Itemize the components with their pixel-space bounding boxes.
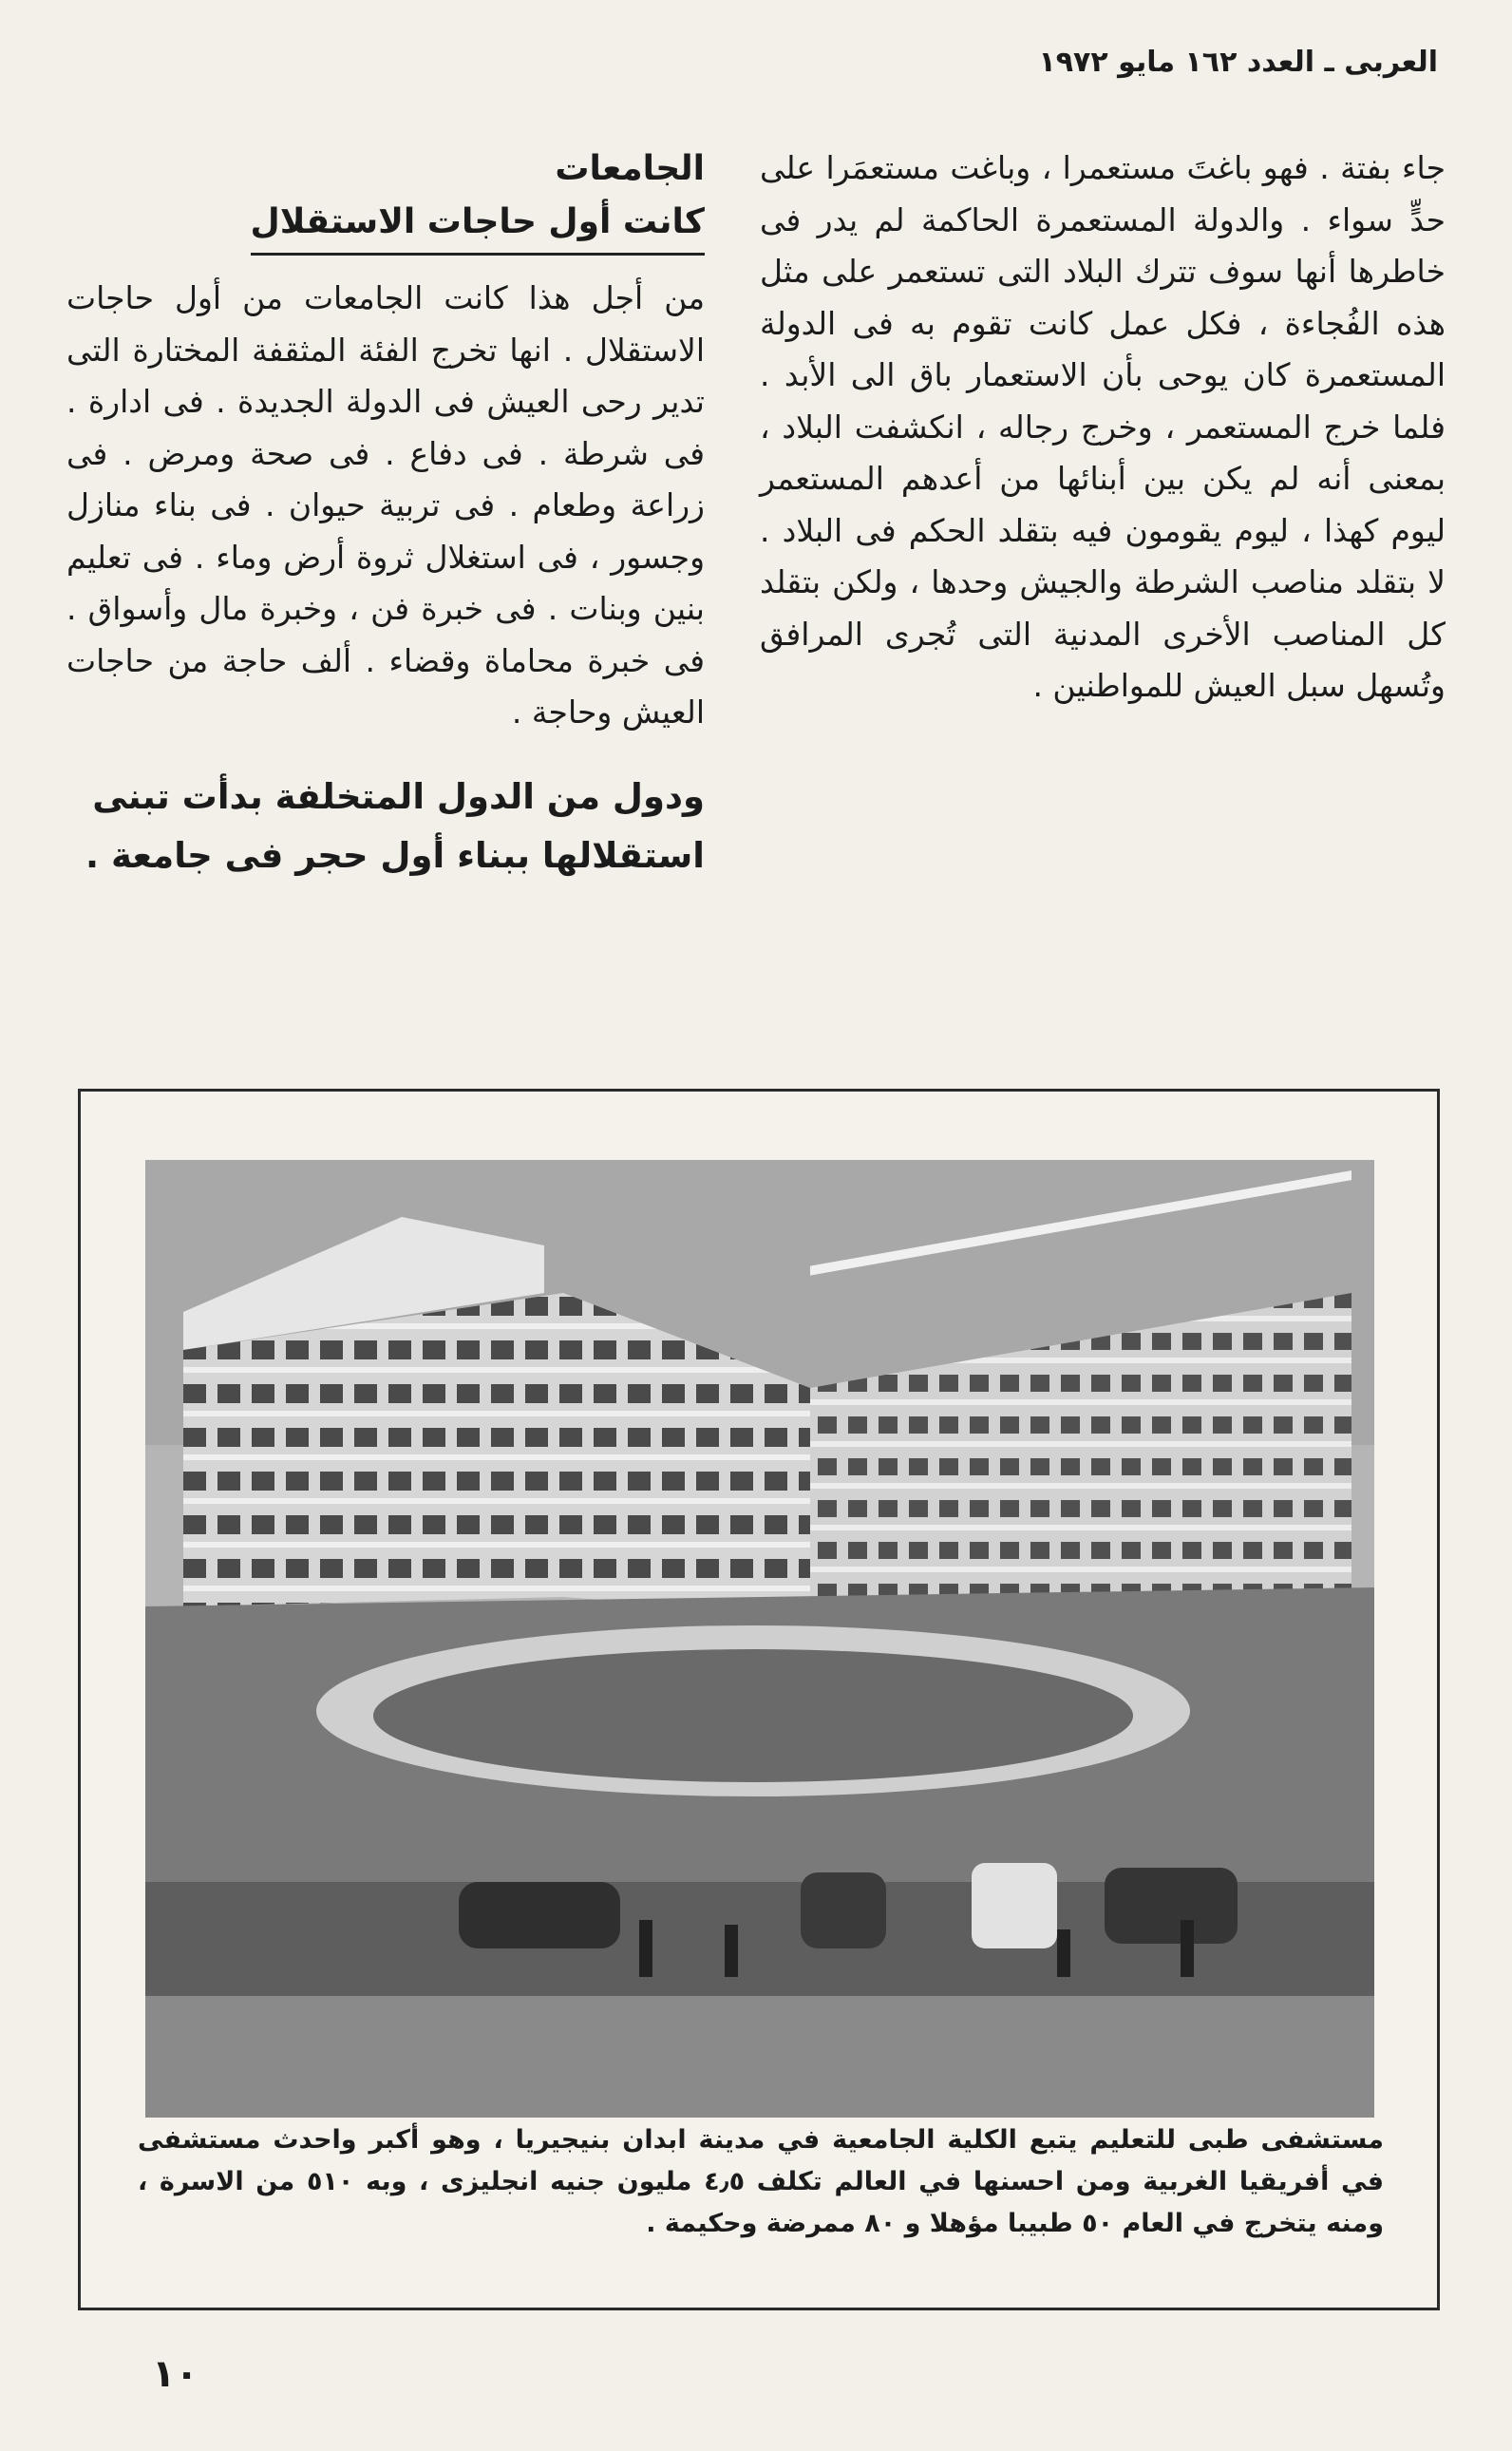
article-column-left [66,142,705,885]
header-text: العربى ـ العدد ١٦٢ مايو ١٩٧٢ [1038,46,1438,79]
article-column-right [760,142,1446,712]
hospital-photo-illustration [145,1160,1374,2118]
page-number: ١٠ [152,2352,198,2396]
hospital-photo [145,1160,1374,2118]
photo-figure [78,1089,1440,2310]
running-header [74,46,1438,93]
section-heading-line2: كانت أول حاجات الاستقلال [251,196,705,256]
article-paragraph: من أجل هذا كانت الجامعات من أول حاجات الاستقلال . انها تخرج الفئة المثقفة المختارة التى تدير رحى العيش فى الدولة الجديدة . فى ادارة . فى شرطة . فى دفاع . فى صحة ومرض . فى زراعة وطعام . فى تربية حيوان . فى بناء منازل وجسور ، فى استغلال ثروة أرض وماء . فى تعليم بنين وبنات . فى خبرة فن ، وخبرة مال وأسواق . فى خبرة محاماة وقضاء . ألف حاجة من حاجات العيش وحاجة . [66,279,705,731]
section-heading [66,142,705,256]
article-paragraph: جاء بفتة . فهو باغتَ مستعمرا ، وباغت مستعمَرا على حدٍّ سواء . والدولة المستعمرة الحاكمة لم يدر فى خاطرها أنها سوف تترك البلاد التى تستعمر على مثل هذه الفُجاءة ، فكل عمل كانت تقوم به فى الدولة المستعمرة كان يوحى بأن الاستعمار باق الى الأبد . فلما خرج المستعمر ، وخرج رجاله ، انكشفت البلاد ، بمعنى أنه لم يكن بين أبنائها من أعدهم المستعمر ليوم كهذا ، ليوم يقومون فيه بتقلد الحكم فى البلاد . لا بتقلد مناصب الشرطة والجيش وحدها ، ولكن بتقلد كل المناصب الأخرى المدنية التى تُجرى المرافق وتُسهل سبل العيش للمواطنين . [760,149,1446,704]
photo-caption: مستشفى طبى للتعليم يتبع الكلية الجامعية في مدينة ابدان بنيجيريا ، وهو أكبر واحدث مستشفى في أفريقيا الغربية ومن احسنها في العالم تكلف ٤٫٥ مليون جنيه انجليزى ، وبه ٥١٠ من الاسرة ، ومنه يتخرج في العام ٥٠ طبيبا مؤهلا و ٨٠ ممرضة وحكيمة . [138,2125,1384,2238]
section-subhead: ودول من الدول المتخلفة بدأت تبنى استقلالها ببناء أول حجر فى جامعة . [85,775,705,876]
section-heading-line1: الجامعات [555,149,705,188]
